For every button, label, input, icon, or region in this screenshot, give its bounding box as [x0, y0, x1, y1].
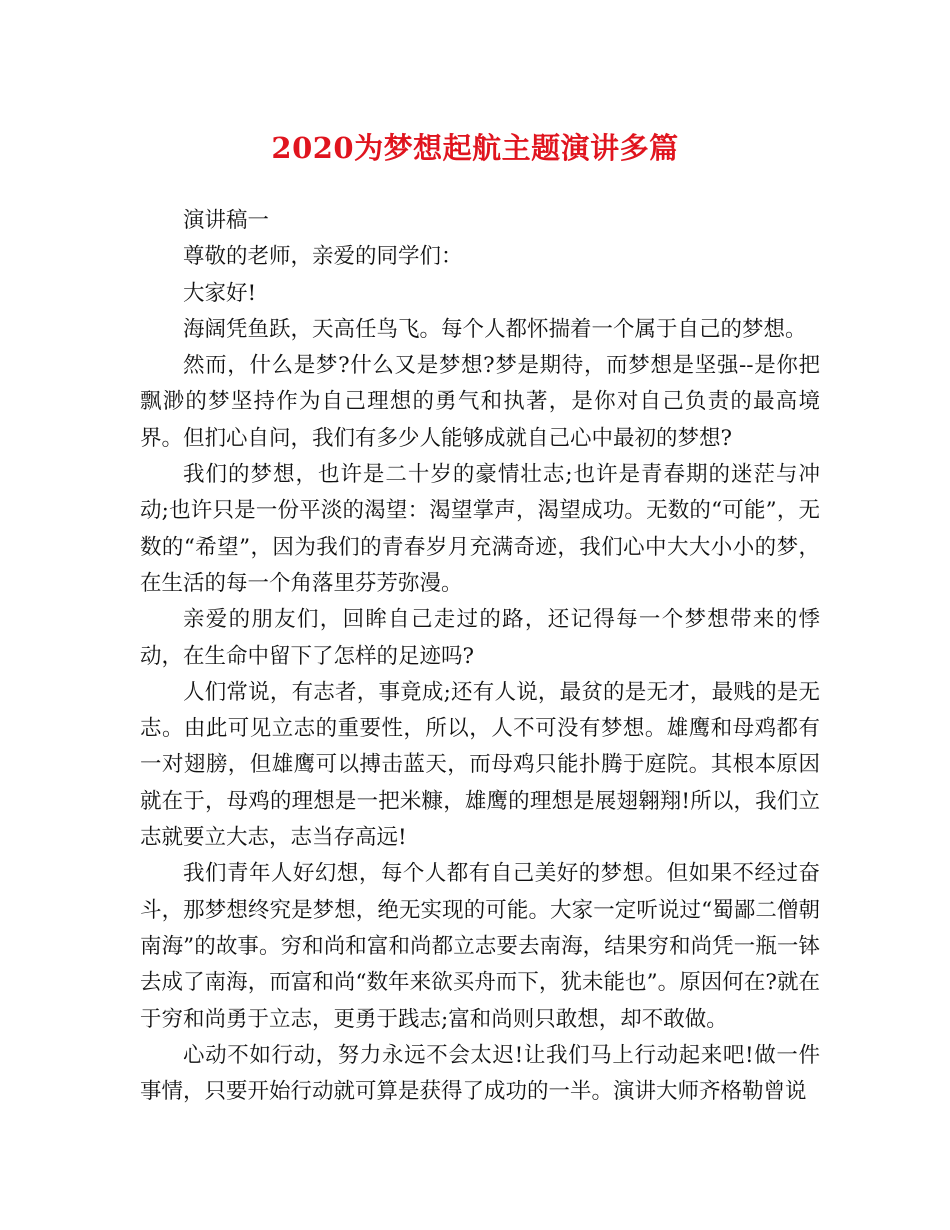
- paragraph-speech-label: 演讲稿一: [183, 208, 270, 233]
- document-body: [140, 203, 820, 1110]
- paragraph-greeting: 大家好!: [183, 280, 257, 306]
- paragraph: 然而，什么是梦?什么又是梦想?梦是期待，而梦想是坚强--是你把飘渺的梦坚持作为自己理想的勇气和执著，是你对自己负责的最高境界。但扪心自问，我们有多少人能够成就自己心中最初的梦想?: [140, 353, 820, 451]
- paragraph: 我们的梦想，也许是二十岁的豪情壮志;也许是青春期的迷茫与冲动;也许只是一份平淡的渴望：渴望掌声，渴望成功。无数的“可能”，无数的“希望”，因为我们的青春岁月充满奇迹，我们心中大大小小的梦，在生活的每一个角落里芬芳弥漫。: [140, 462, 820, 596]
- paragraph: 海阔凭鱼跃，天高任鸟飞。每个人都怀揣着一个属于自己的梦想。: [183, 316, 807, 342]
- paragraph: 亲爱的朋友们，回眸自己走过的路，还记得每一个梦想带来的悸动，在生命中留下了怎样的足迹吗?: [140, 607, 820, 669]
- paragraph: 人们常说，有志者，事竟成;还有人说，最贫的是无才，最贱的是无志。由此可见立志的重要性，所以，人不可没有梦想。雄鹰和母鸡都有一对翅膀，但雄鹰可以搏击蓝天，而母鸡只能扑腾于庭院。其根本原因就在于，母鸡的理想是一把米糠，雄鹰的理想是展翅翱翔!所以，我们立志就要立大志，志当存高远!: [140, 679, 820, 851]
- paragraph: 我们青年人好幻想，每个人都有自己美好的梦想。但如果不经过奋斗，那梦想终究是梦想，绝无实现的可能。大家一定听说过“蜀鄙二僧朝南海”的故事。穷和尚和富和尚都立志要去南海，结果穷和尚凭一瓶一钵去成了南海，而富和尚“数年来欲买舟而下，犹未能也”。原因何在?就在于穷和尚勇于立志，更勇于践志;富和尚则只敢想，却不敢做。: [140, 861, 820, 1032]
- document-title: 2020为梦想起航主题演讲多篇: [271, 131, 679, 165]
- paragraph-salutation: 尊敬的老师，亲爱的同学们：: [183, 244, 463, 270]
- paragraph: 心动不如行动，努力永远不会太迟!让我们马上行动起来吧!做一件事情，只要开始行动就可算是获得了成功的一半。演讲大师齐格勒曾说: [140, 1042, 820, 1105]
